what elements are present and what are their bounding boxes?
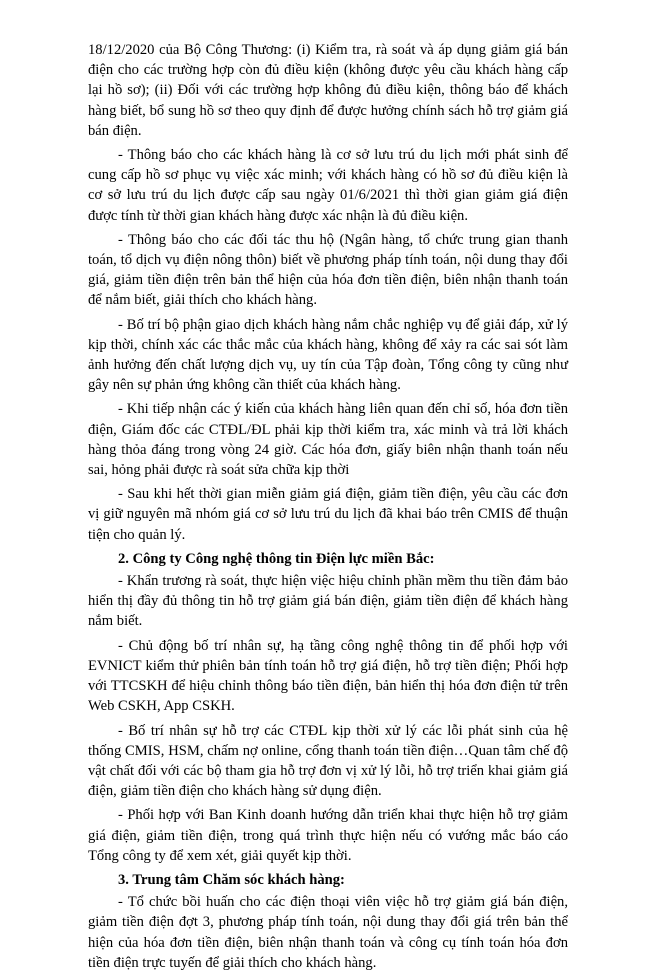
paragraph: - Bố trí bộ phận giao dịch khách hàng nắm chắc nghiệp vụ để giải đáp, xử lý kịp thời, chính xác các thắc mắc của khách hàng, không để xảy ra các sai sót làm ảnh hưởng đến chất lượng dịch vụ, uy tín của Tập đoàn, Tổng công ty cũng như gây nên sự phản ứng không cần thiết của khách hàng. [88,316,568,394]
paragraph: - Tổ chức bồi huấn cho các điện thoại viên việc hỗ trợ giảm giá bán điện, giảm tiền điện đợt 3, phương pháp tính toán, nội dung thay đổi giá trên bản thể hiện của hóa đơn tiền điện, biên nhận thanh toán và công cụ tính toán hóa đơn tiền điện trực tuyến để giải thích cho khách hàng. [88,894,568,971]
section-heading: 2. Công ty Công nghệ thông tin Điện lực miền Bắc: [118,550,435,567]
paragraph: - Khẩn trương rà soát, thực hiện việc hiệu chỉnh phần mềm thu tiền đảm bảo hiển thị đầy đủ thông tin hỗ trợ giảm giá bán điện, giảm tiền điện để khách hàng nắm biết. [88,573,568,630]
paragraph: - Khi tiếp nhận các ý kiến của khách hàng liên quan đến chỉ số, hóa đơn tiền điện, Giám đốc các CTĐL/ĐL phải kịp thời kiểm tra, xác minh và trả lời khách hàng thỏa đáng trong vòng 24 giờ. Các hóa đơn, giấy biên nhận thanh toán nếu sai, hỏng phải được rà soát sửa chữa kịp thời [88,401,568,479]
paragraph: - Thông báo cho các khách hàng là cơ sở lưu trú du lịch mới phát sinh để cung cấp hồ sơ phục vụ việc xác minh; với khách hàng có hồ sơ đủ điều kiện là cơ sở lưu trú du lịch được cấp sau ngày 01/6/2021 thì thời gian giảm giá điện được tính từ thời gian khách hàng được xác nhận là đủ điều kiện. [88,147,568,224]
paragraph: 18/12/2020 của Bộ Công Thương: (i) Kiểm tra, rà soát và áp dụng giảm giá bán điện cho các trường hợp còn đủ điều kiện (không được yêu cầu khách hàng cấp lại hồ sơ); (ii) Đối với các trường hợp không đủ điều kiện, thông báo để khách hàng biết, bổ sung hồ sơ theo quy định để được hưởng chính sách hỗ trợ giảm giá bán điện. [88,42,568,139]
paragraph: - Chủ động bố trí nhân sự, hạ tầng công nghệ thông tin để phối hợp với EVNICT kiểm thử phiên bản tính toán hỗ trợ giá điện, hỗ trợ tiền điện; Phối hợp với TTCSKH để hiệu chỉnh thông báo tiền điện, bản hiển thị hóa đơn điện tử trên Web CSKH, App CSKH. [88,637,568,715]
document-page [88,40,568,977]
paragraph: - Bố trí nhân sự hỗ trợ các CTĐL kịp thời xử lý các lỗi phát sinh của hệ thống CMIS, HSM, chấm nợ online, cổng thanh toán tiền điện…Quan tâm chế độ vật chất đối với các bộ tham gia hỗ trợ đơn vị xử lý lỗi, hỗ trợ triển khai giảm giá điện, giảm tiền điện cho khách hàng sử dụng điện. [88,722,568,800]
paragraph: - Phối hợp với Ban Kinh doanh hướng dẫn triển khai thực hiện hỗ trợ giảm giá điện, giảm tiền điện, trong quá trình thực hiện nếu có vướng mắc báo cáo Tổng công ty để xem xét, giải quyết kịp thời. [88,807,568,864]
section-heading: 3. Trung tâm Chăm sóc khách hàng: [118,871,345,888]
paragraph: - Sau khi hết thời gian miễn giảm giá điện, giảm tiền điện, yêu cầu các đơn vị giữ nguyên mã nhóm giá cơ sở lưu trú du lịch đã khai báo trên CMIS để thuận tiện cho quản lý. [88,486,568,543]
paragraph: - Thông báo cho các đối tác thu hộ (Ngân hàng, tổ chức trung gian thanh toán, tổ dịch vụ điện nông thôn) biết về phương pháp tính toán, nội dung thay đổi giá, giảm tiền điện trên bản thể hiện của hóa đơn tiền điện, biên nhận thanh toán để nắm biết, giải thích cho khách hàng. [88,231,568,309]
